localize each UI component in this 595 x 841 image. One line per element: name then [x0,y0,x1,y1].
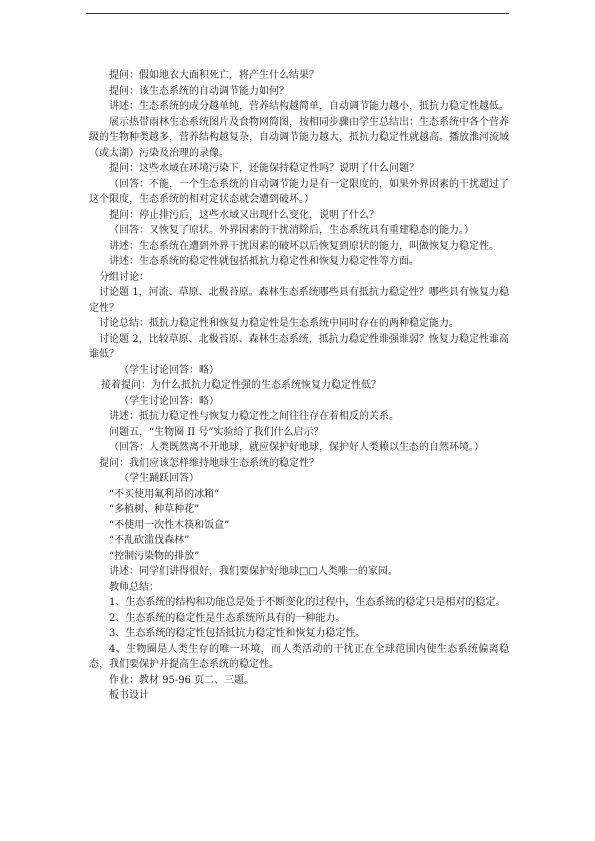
paragraph: 讲述：生态系统的成分越单纯，营养结构越简单，自动调节能力越小，抵抗力稳定性越低。 [109,101,509,112]
paragraph: （回答：人类既然离不开地球，就应保护好地球，保护好人类赖以生态的自然环境。） [109,442,484,453]
homework-line: 作业：教材 95-96 页二、三题。 [109,674,255,686]
paragraph: （学生讨论回答：略） [119,395,219,407]
paragraph: 讲述：同学们讲得很好，我们要保护好地球□□人类唯一的家园。 [109,566,398,577]
paragraph: 提问：停止排污后，这些水域又出现什么变化，说明了什么？ [109,209,379,221]
paragraph: 提问：我们应该怎样维持地球生态系统的稳定性？ [99,457,319,469]
list-item: “不使用一次性木筷和饭盒” [109,519,230,531]
summary-item: 4、生物圈是人类生存的唯一环境，而人类活动的干扰正在全球范围内使生态系统偏离稳态，我们要保护并提高生态系统的稳定性。 [89,643,509,670]
list-item: “不买使用氟利昂的冰箱” [109,488,220,500]
section-heading: 板书设计 [109,690,149,701]
list-item: “控制污染物的排放” [109,550,200,562]
document-body [89,68,509,704]
summary-item: 3、生态系统的稳定性包括抵抗力稳定性和恢复力稳定性。 [109,628,366,639]
summary-item: 2、生态系统的稳定性是生态系统所具有的一种能力。 [109,612,346,624]
summary-item: 1、生态系统的结构和功能总是处于不断变化的过程中，生态系统的稳定只是相对的稳定。 [109,597,506,608]
section-heading: 教师总结： [109,581,159,593]
paragraph: 提问：这些水域在环境污染下，还能保持稳定性吗？说明了什么问题？ [109,163,419,174]
paragraph: 提问：假如地衣大面积死亡，将产生什么结果？ [109,70,319,81]
paragraph: 讲述：抵抗力稳定性与恢复力稳定性之间往往存在着相反的关系。 [109,411,399,422]
paragraph: 讨论总结：抵抗力稳定性和恢复力稳定性是生态系统中同时存在的两种稳定能力。 [99,318,459,329]
paragraph: （回答：又恢复了原状。外界因素的干扰消除后，生态系统具有重建稳态的能力。） [109,225,474,236]
paragraph: 讲述：生态系统在遭到外界干扰因素的破坏以后恢复到原状的能力，叫做恢复力稳定性。 [109,240,499,252]
list-item: “多植树、种草种花” [109,504,200,515]
paragraph: 讨论题 2，比较草原、北极苔原、森林生态系统，抵抗力稳定性谁强谁弱？恢复力稳定性谁高谁低？ [89,333,509,360]
paragraph: （学生踊跃回答） [119,473,199,484]
paragraph: 提问：该生态系统的自动调节能力如何？ [109,85,289,97]
paragraph: 问题五，“生物圈 II 号”实验给了我们什么启示？ [109,426,324,438]
paragraph: 讲述：生态系统的稳定性就包括抵抗力稳定性和恢复力稳定性等方面。 [109,256,419,267]
paragraph: 展示热带雨林生态系统图片及食物网简图，按相同步骤由学生总结出：生态系统中各个营养级的生物种类越多，营养结构越复杂，自动调节能力越大，抵抗力稳定性就越高。播放淮河流域（或太湖）污染及治理的录像。 [89,116,509,159]
paragraph: 接着提问：为什么抵抗力稳定性强的生态系统恢复力稳定性低？ [101,380,381,391]
list-item: “不乱砍滥伐森林” [109,535,190,546]
paragraph: 讨论题 1，河流、草原、北极苔原。森林生态系统哪些具有抵抗力稳定性？哪些具有恢复力稳定性？ [89,287,509,314]
paragraph: 分组讨论： [99,271,149,283]
header-rule [86,13,509,14]
paragraph: （学生讨论回答：略） [119,364,219,376]
paragraph: （回答：不能，一个生态系统的自动调节能力是有一定限度的，如果外界因素的干扰超过了这个限度，生态系统的相对定状态就会遭到破坏。） [89,178,509,205]
